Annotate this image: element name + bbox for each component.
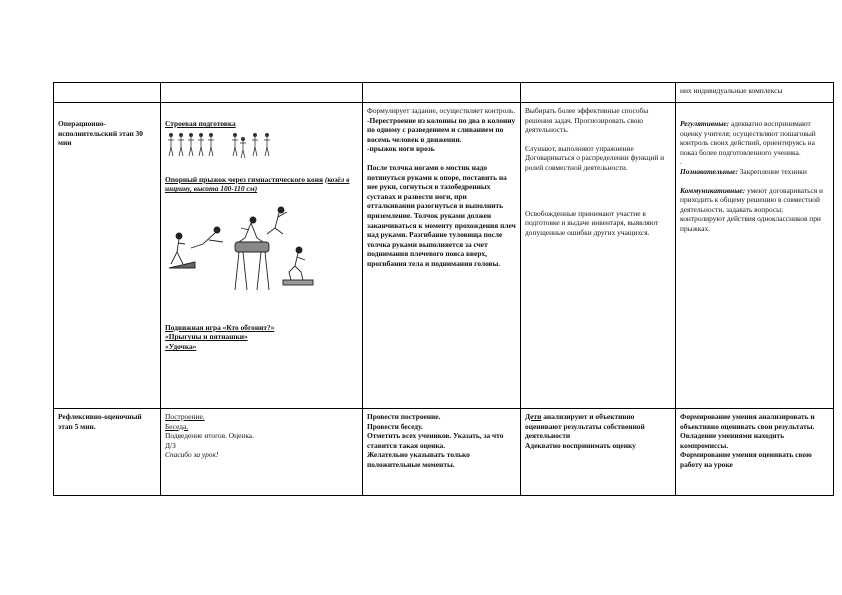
cell-uud <box>676 409 834 496</box>
content-title-vault <box>165 175 358 194</box>
stage-label: Рефлексивно-оценочный этап 5 мин. <box>58 412 142 431</box>
lesson-table <box>53 82 834 496</box>
students-line-2: Слушают, выполняют упражнение Договариваться о распределении функций и ролей совместной деятельности. <box>525 143 665 172</box>
uud-continuation-text: них индивидуальные комплексы <box>680 86 783 95</box>
cell-stage <box>54 103 161 409</box>
table-row-operational <box>54 103 834 409</box>
stage-label: Операционно-исполнительский этап 30 мин <box>58 119 143 148</box>
cell-content <box>161 409 363 496</box>
cell-empty <box>54 83 161 103</box>
students-line-3: Освобожденные принимают участие в подготовке и выдаче инвентаря, выявляют допущенные ошибки других учащихся. <box>525 208 659 237</box>
uud-communicative-text: умеют договариваться и приходить к общему решению в совместной деятельности, задавать вопросы; контролируют действия одноклассников при прыжках. <box>680 185 823 233</box>
cell-empty <box>363 83 521 103</box>
uud-communicative <box>680 186 829 234</box>
formation-drawing <box>165 129 285 161</box>
students-line-1: Выбирать более эффективные способы решения задач. Прогнозировать свою деятельность. <box>525 106 649 135</box>
reflex-uud-2: Овладение умениями находить компромиссы. <box>680 431 785 450</box>
reflex-uud-1: Формирование умения анализировать и объективно оценивать свои результаты. <box>680 412 815 431</box>
cell-teacher <box>363 103 521 409</box>
uud-dot: . <box>680 157 682 167</box>
reflex-content-1: Построение. <box>165 412 205 421</box>
game-title-2: «Прыгуны и пятнашки» <box>165 332 248 342</box>
uud-cognitive-text: Закрепление техники <box>737 166 807 176</box>
teacher-line-2: -Перестроение из колонны по два в колонну по одному с разведением и сливанием по восемь человек в движении. <box>367 115 516 144</box>
reflex-content-5: Спасибо за урок! <box>165 450 219 460</box>
reflex-teacher-1: Провести построение. <box>367 412 441 421</box>
cell-teacher <box>363 409 521 496</box>
uud-cognitive <box>680 167 829 177</box>
reflex-students-1a: Дети <box>525 412 542 421</box>
reflex-teacher-2: Провести беседу. <box>367 421 423 431</box>
cell-uud <box>676 103 834 409</box>
reflex-content-4: Д/З <box>165 440 176 450</box>
cell-students <box>521 409 676 496</box>
vault-title-detail: (козёл в ширину, высота 100-110 см) <box>165 174 350 194</box>
cell-uud-continuation <box>676 83 834 103</box>
reflex-students-1 <box>525 412 671 441</box>
reflex-students-2: Адекватно воспринимать оценку <box>525 440 636 450</box>
uud-regulative-label: Регулятивные: <box>680 119 730 128</box>
cell-empty <box>521 83 676 103</box>
uud-regulative <box>680 119 829 157</box>
uud-communicative-label: Коммуникативные: <box>680 185 746 195</box>
teacher-line-4: После толчка ногами о мостик надо потянуться руками к опоре, поставить на нее руки, согнуться в тазобедренных суставах и развести ноги, при отталкивании разогнуться и выполнить приземление. Толчок руками должен заканчиваться к моменту прохождения плеч над руками. Разгибание туловища после толчка руками выполняется за счет поднимания плечевого пояса вверх, прогибания тела и поднимания головы. <box>367 162 516 268</box>
reflex-teacher-4: Желательно указывать только положительные моменты. <box>367 450 470 469</box>
game-title-1: Подвижная игра «Кто обгонит?» <box>165 322 275 332</box>
cell-stage <box>54 409 161 496</box>
teacher-line-1: Формулирует задание, осуществляет контроль. <box>367 106 516 115</box>
vault-title-main: Опорный прыжок через гимнастического коня <box>165 174 323 184</box>
content-title-drill: Строевая подготовка <box>165 119 236 128</box>
uud-regulative-text: адекватно воспринимают оценку учителя; осуществляют пошаговый контроль своих действий, ориентируясь на показ более подготовленного ученика. <box>680 119 816 157</box>
table-row-continuation <box>54 83 834 103</box>
reflex-uud-3: Формирование умения оценивать свою работу на уроке <box>680 450 812 469</box>
uud-cognitive-label: Познавательные: <box>680 166 738 176</box>
cell-students <box>521 103 676 409</box>
teacher-line-3: -прыжок ноги врозь <box>367 144 435 154</box>
reflex-content-2: Беседа. <box>165 421 189 431</box>
vault-drawing <box>165 200 315 300</box>
cell-content <box>161 103 363 409</box>
reflex-teacher-3: Отметить всех учеников. Указать, за что ставится такая оценка. <box>367 431 504 450</box>
reflex-content-3: Подведение итогов. Оценка. <box>165 431 254 441</box>
cell-empty <box>161 83 363 103</box>
game-title-3: «Удочка» <box>165 341 197 351</box>
table-row-reflexive <box>54 409 834 496</box>
reflex-students-1b: анализируют и объективно оценивают результаты собственной деятельности <box>525 412 645 441</box>
